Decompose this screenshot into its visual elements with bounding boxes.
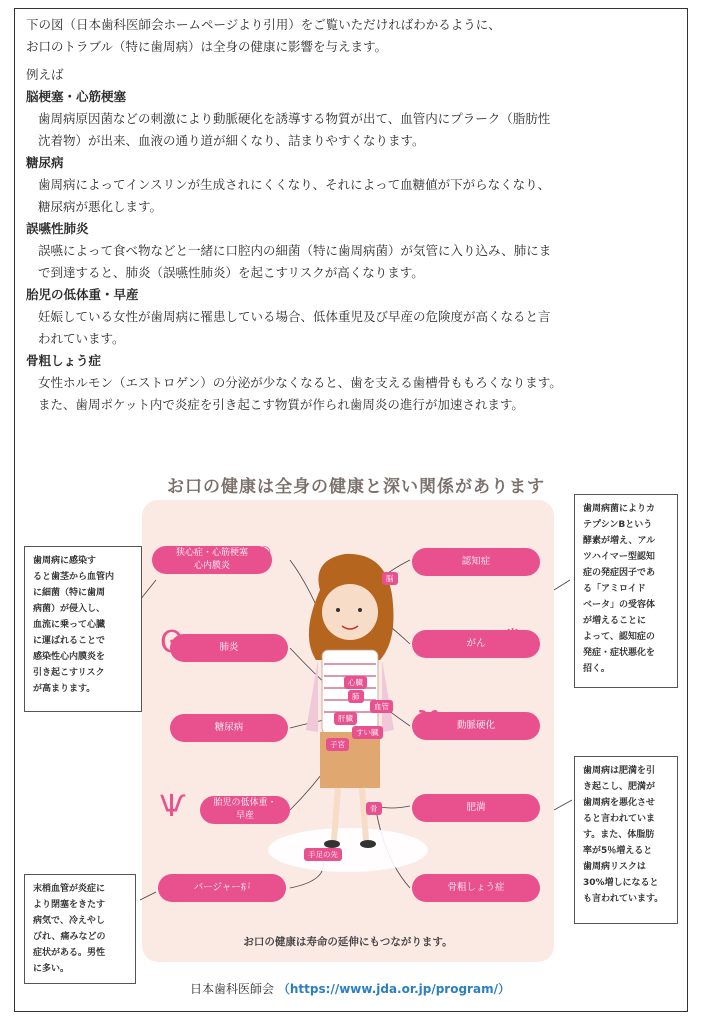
- section-body-line: 沈着物）が出来、血液の通り道が細くなり、詰まりやすくなります。: [38, 133, 425, 148]
- section-heading: 胎児の低体重・早産: [26, 287, 139, 302]
- chart-icon: ↗: [248, 707, 274, 742]
- callout-line: より閉塞をきたす: [33, 900, 106, 910]
- vessel-icon: ϒ: [418, 705, 439, 740]
- pill-osteoporosis: 骨粗しょう症: [412, 874, 540, 902]
- lead-text: 例えば: [26, 67, 64, 82]
- callout-line: ると言われていま: [583, 814, 656, 824]
- callout-line: 病菌）が侵入し、: [33, 604, 106, 614]
- callout-line: 病気で、冷えやし: [33, 916, 105, 926]
- figure-footnote: お口の健康は寿命の延伸にもつながります。: [243, 936, 453, 948]
- intro-line-2: お口のトラブル（特に歯周病）は全身の健康に影響を与えます。: [26, 39, 388, 54]
- callout-line: 歯周病に感染す: [33, 556, 97, 566]
- callout-line: が高まります。: [33, 684, 96, 694]
- callout-line: 血流に乗って心臓: [33, 620, 106, 630]
- section-heading: 脳梗塞・心筋梗塞: [26, 89, 127, 104]
- callout-line: びれ、痛みなどの: [33, 932, 106, 942]
- pill-fetal-line1: 胎児の低体重・: [213, 798, 277, 808]
- tag-blood-vessel: 血管: [370, 700, 393, 713]
- callout-line: 発症・症状悪化を: [583, 648, 656, 658]
- lungs-icon: ʘ: [160, 625, 184, 660]
- tag-liver: 肝臓: [334, 712, 357, 725]
- section-heading: 糖尿病: [26, 155, 64, 170]
- tag-uterus: 子宮: [326, 738, 349, 751]
- tag-extremities: 手足の先: [304, 848, 342, 861]
- callout-line: 末梢血管が炎症に: [33, 884, 106, 894]
- callout-line: テプシンBという: [583, 520, 653, 530]
- callout-line: 症状がある。男性: [33, 948, 106, 958]
- section-body-line: 歯周病原因菌などの刺激により動脈硬化を誘導する物質が出て、血管内にプラーク（脂肪性: [38, 111, 551, 126]
- callout-line: 歯周病菌によりカ: [583, 504, 656, 514]
- source-citation: [140, 980, 560, 997]
- intro-line-1: 下の図（日本歯科医師会ホームページより引用）をご覧いただければわかるように、: [26, 17, 501, 32]
- pill-heart-line2: 心内膜炎: [193, 561, 230, 571]
- callout-line: 30%増しになると: [583, 878, 659, 888]
- callout-line: に細菌（特に歯周: [33, 588, 106, 598]
- pill-diabetes: 糖尿病: [170, 714, 288, 742]
- tag-bone: 骨: [366, 802, 382, 815]
- pill-heart-line1: 狭心症・心筋梗塞: [175, 548, 248, 558]
- source-org: 日本歯科医師会: [190, 982, 275, 996]
- uterus-icon: Ѱ: [160, 789, 186, 824]
- callout-line: 歯周病を悪化させ: [583, 798, 656, 808]
- callout-line: ると歯茎から血管内: [33, 572, 115, 582]
- pill-pneumonia: 肺炎: [170, 634, 288, 662]
- callout-line: ツハイマー型認知: [583, 552, 655, 562]
- section-heading: 骨粗しょう症: [26, 353, 102, 368]
- callout-line: き起こし、肥満が: [583, 782, 656, 792]
- callout-line: 歯周病リスクは: [583, 862, 646, 872]
- tag-lung: 肺: [348, 690, 364, 703]
- callout-line: よって、認知症の: [583, 632, 655, 642]
- pill-fetal-line2: 早産: [235, 811, 254, 821]
- section-body-line: 妊娠している女性が歯周病に罹患している場合、低体重児及び早産の危険度が高くなると言: [38, 309, 551, 324]
- callout-line: 引き起こすリスク: [33, 668, 105, 678]
- callout-line: 率が5％増えると: [583, 846, 653, 856]
- callout-line: に運ばれることで: [33, 636, 106, 646]
- callout-line: 感染性心内膜炎を: [33, 652, 106, 662]
- tag-pancreas: すい臓: [352, 726, 383, 739]
- pill-buerger: バージャー病: [158, 874, 286, 902]
- heart-icon: ♡: [246, 541, 273, 576]
- callout-line: が増えることに: [583, 616, 647, 626]
- callout-line: 症の発症因子であ: [583, 568, 656, 578]
- bone-icon: ⚯: [418, 867, 444, 902]
- section-body-line: で到達すると、肺炎（誤嚥性肺炎）を起こすリスクが高くなります。: [38, 265, 424, 280]
- tag-heart: 心臓: [344, 676, 367, 689]
- callout-obesity: [574, 756, 678, 924]
- section-body-line: また、歯周ポケット内で炎症を引き起こす物質が作られ歯周炎の進行が加速されます。: [38, 397, 524, 412]
- virus-icon: ✺: [500, 623, 526, 658]
- callout-dementia: [574, 494, 678, 688]
- callout-buerger: [24, 874, 136, 984]
- pill-dementia: 認知症: [412, 548, 540, 576]
- section-heading: 誤嚥性肺炎: [26, 221, 89, 236]
- callout-line: ベータ」の受容体: [583, 600, 656, 610]
- callout-line: 歯周病は肥満を引: [583, 766, 656, 776]
- pill-obesity: 肥満: [412, 794, 540, 822]
- callout-line: す。また、体脂肪: [583, 830, 655, 840]
- section-body-line: 女性ホルモン（エストロゲン）の分泌が少なくなると、歯を支える歯槽骨ももろくなります。: [38, 375, 562, 390]
- callout-line: る「アミロイド: [583, 584, 646, 594]
- figure-title: お口の健康は全身の健康と深い関係があります: [167, 477, 545, 497]
- pill-arteriosclerosis: 動脈硬化: [412, 712, 540, 740]
- source-url[interactable]: （https://www.jda.or.jp/program/）: [277, 982, 510, 996]
- body-icon: ◗: [506, 787, 522, 822]
- foot-icon: ∟: [242, 867, 268, 902]
- callout-line: に多い。: [33, 964, 70, 974]
- section-body-line: 糖尿病が悪化します。: [38, 199, 163, 214]
- pill-cancer: がん: [412, 630, 540, 658]
- callout-line: も言われています。: [583, 894, 664, 904]
- callout-line: 酵素が増え、アル: [583, 536, 656, 546]
- section-body-line: われています。: [38, 331, 125, 346]
- callout-endocarditis: [24, 546, 142, 712]
- section-body-line: 誤嚥によって食べ物などと一緒に口腔内の細菌（特に歯周病菌）が気管に入り込み、肺にま: [38, 243, 552, 258]
- tag-brain: 脳: [382, 572, 398, 585]
- callout-line: 招く。: [583, 664, 610, 674]
- section-body-line: 歯周病によってインスリンが生成されにくくなり、それによって血糖値が下がらなくなり、: [38, 177, 551, 192]
- brain-icon: ☁: [416, 541, 446, 576]
